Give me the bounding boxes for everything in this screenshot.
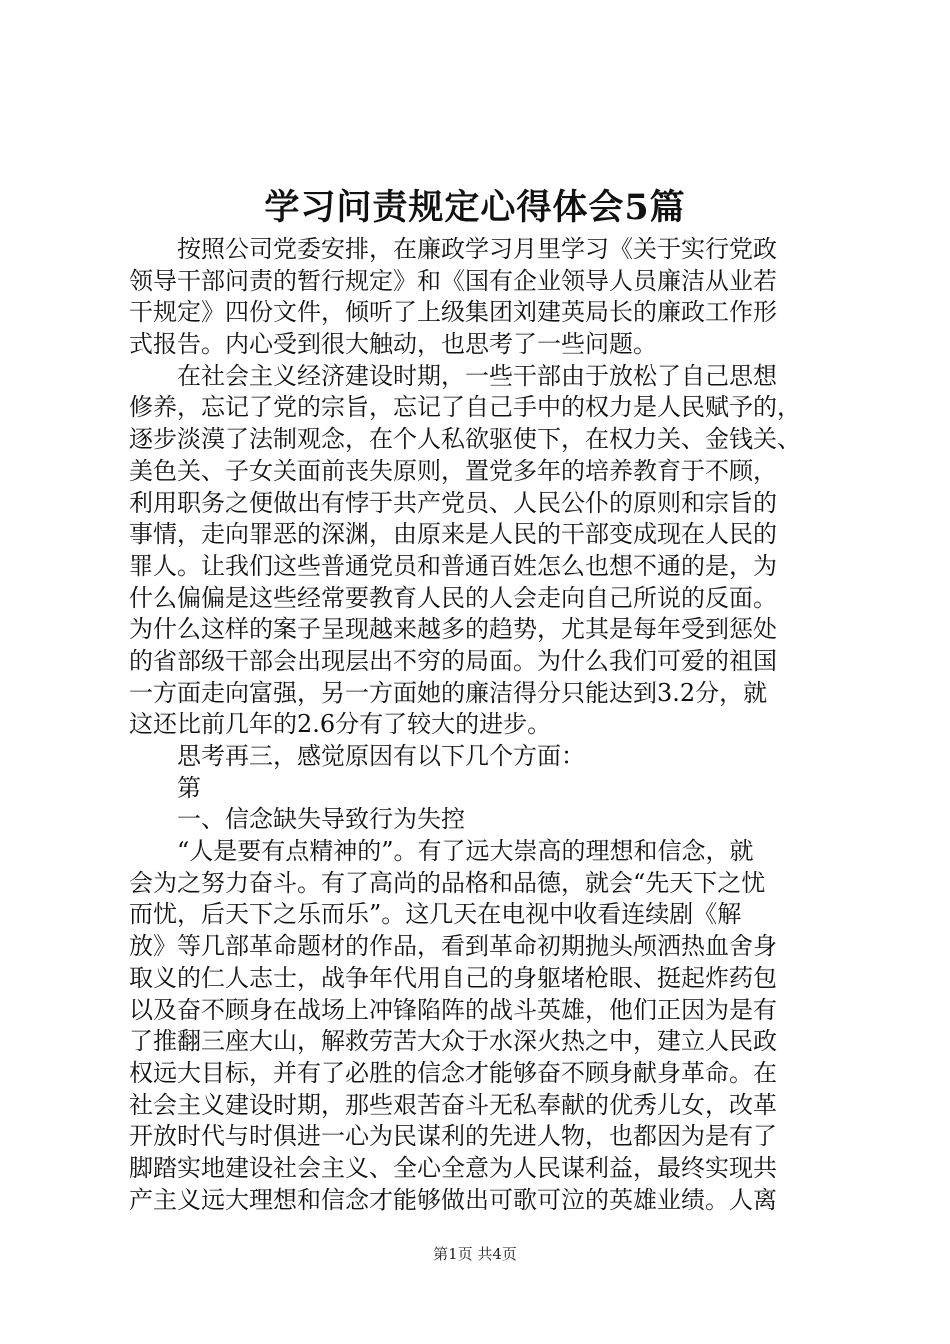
text-line: 逐步淡漠了法制观念，在个人私欲驱使下，在权力关、金钱关、 [129,425,801,454]
text-line: 而忧，后天下之乐而乐”。这几天在电视中收看连续剧《解 [129,900,742,929]
text-line: 权远大目标，并有了必胜的信念才能够奋不顾身献身革命。在 [129,1058,777,1087]
text-line: 了推翻三座大山，解救劳苦大众于水深火热之中，建立人民政 [129,1027,777,1056]
text-line: 脚踏实地建设社会主义、全心全意为人民谋利益，最终实现共 [129,1153,777,1182]
text-line: 按照公司党委安排，在廉政学习月里学习《关于实行党政 [177,235,777,263]
text-line: 放》等几部革命题材的作品，看到革命初期抛头颅洒热血舍身 [129,932,777,961]
text-line: 会为之努力奋斗。有了高尚的品格和品德，就会“先天下之忧 [129,868,766,897]
text-line: 干规定》四份文件，倾听了上级集团刘建英局长的廉政工作形 [129,298,777,327]
text-line: 罪人。让我们这些普通党员和普通百姓怎么也想不通的是，为 [129,551,777,580]
text-line: 取义的仁人志士，战争年代用自己的身躯堵枪眼、挺起炸药包 [129,963,777,992]
document-title: 学习问责规定心得体会5篇 [264,187,686,228]
text-line: 以及奋不顾身在战场上冲锋陷阵的战斗英雄，他们正因为是有 [129,995,777,1024]
text-line: “人是要有点精神的”。有了远大崇高的理想和信念，就 [177,837,754,866]
text-line: 这还比前几年的2.6分有了较大的进步。 [129,710,552,739]
text-line: 领导干部问责的暂行规定》和《国有企业领导人员廉洁从业若 [129,266,777,295]
text-line: 一、信念缺失导致行为失控 [177,805,465,834]
text-line: 美色关、子女关面前丧失原则，置党多年的培养教育于不顾， [129,456,777,485]
text-line: 修养，忘记了党的宗旨，忘记了自己手中的权力是人民赋予的， [129,393,801,422]
text-line: 事情，走向罪恶的深渊，由原来是人民的干部变成现在人民的 [129,520,777,549]
text-line: 为什么这样的案子呈现越来越多的趋势，尤其是每年受到惩处 [129,615,777,644]
document-body [129,234,839,1216]
text-line: 式报告。内心受到很大触动，也思考了一些问题。 [129,330,657,359]
text-line: 思考再三，感觉原因有以下几个方面： [177,742,585,770]
text-line: 开放时代与时俱进一心为民谋利的先进人物，也都因为是有了 [129,1122,777,1151]
text-line: 在社会主义经济建设时期，一些干部由于放松了自己思想 [177,361,777,390]
text-line: 利用职务之便做出有悖于共产党员、人民公仆的原则和宗旨的 [129,488,777,517]
text-line: 第 [177,773,201,802]
text-line: 的省部级干部会出现层出不穷的局面。为什么我们可爱的祖国 [129,646,777,675]
page-footer: 第1页 共4页 [433,1245,517,1263]
text-line: 一方面走向富强，另一方面她的廉洁得分只能达到3.2分，就 [129,678,768,707]
text-line: 什么偏偏是这些经常要教育人民的人会走向自己所说的反面。 [129,583,777,612]
text-line: 产主义远大理想和信念才能够做出可歌可泣的英雄业绩。人离 [129,1185,777,1214]
text-line: 社会主义建设时期，那些艰苦奋斗无私奉献的优秀儿女，改革 [129,1090,777,1119]
